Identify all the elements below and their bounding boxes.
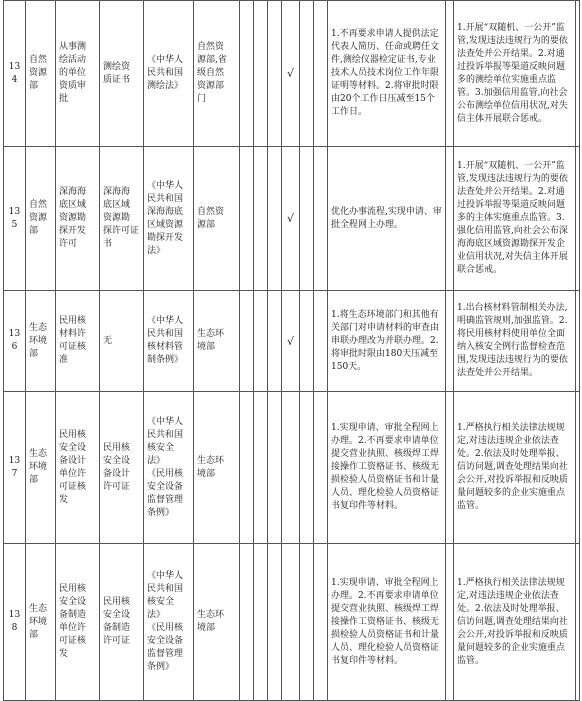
dept-text: 自然 资源 部	[29, 55, 48, 91]
no-text: 137	[8, 455, 21, 479]
blank-cell	[240, 1, 254, 147]
authority-text: 自然资 源部,省 级自然 资源部 门	[197, 42, 227, 104]
blank-cell	[300, 291, 314, 392]
no-text: 134	[8, 61, 21, 85]
blank-cell	[446, 147, 454, 291]
blank-cell	[240, 544, 254, 701]
item-number	[4, 544, 26, 701]
authority-text: 生态环 境部	[197, 455, 225, 479]
blank-cell	[268, 392, 282, 544]
approval-authority-cell	[194, 1, 240, 147]
blank-cell	[254, 291, 268, 392]
department-cell	[26, 392, 56, 544]
cert-text: 无	[103, 335, 113, 346]
certificate-cell	[100, 147, 144, 291]
blank-cell	[576, 544, 580, 701]
approval-authority-cell	[194, 147, 240, 291]
approval-authority-cell	[194, 392, 240, 544]
blank-cell	[576, 1, 580, 147]
no-text: 135	[8, 206, 21, 230]
approval-authority-cell	[194, 291, 240, 392]
supervision-text: 1.严格执行相关法律法规规定,对违法违规企业依法查处。2.依法及时处理举报、信访问题,调查处理结果向社会公开,对投诉举报和反映质量问题较多的企业实施重点监管。	[457, 577, 568, 666]
legal-basis-cell	[144, 147, 194, 291]
certificate-cell	[100, 291, 144, 392]
authority-text: 自然资 源部	[197, 206, 225, 230]
approval-item-cell	[56, 392, 100, 544]
blank-cell	[446, 1, 454, 147]
item-text: 从事测 绘活动 的单位 资质审 批	[59, 42, 87, 104]
check-text: √	[286, 212, 294, 225]
checkmark-cell	[282, 544, 300, 701]
reform-items-table	[3, 0, 580, 701]
check-text: √	[286, 67, 294, 80]
legal-basis-cell	[144, 392, 194, 544]
blank-cell	[576, 392, 580, 544]
item-number	[4, 291, 26, 392]
approval-item-cell	[56, 1, 100, 147]
supervision-text: 1.严格执行相关法律法规规定,对违法违规企业依法查处。2.依法及时处理举报、信访问题,调查处理结果向社会公开,对投诉举报和反映质量问题较多的企业实施重点监管。	[457, 423, 568, 511]
item-text: 深海海 底区域 资源勘 探开发 许可	[59, 187, 87, 249]
supervision-text: 1.开展“双随机、一公开”监管,发现违法违规行为的要依法查处并公开结果。2.对通过投诉举报等渠道反映问题多的主体实施重点监管。3.强化信用监管,向社会公布深海海底区域资源勘探开发企业信用状况,对失信主体开展联合惩戒。	[457, 161, 568, 275]
blank-cell	[314, 147, 328, 291]
supervision-text: 1.出台核材料管制相关办法,明确监管规则,加强监管。2.将民用核材料使用单位全面纳入核安全例行监督检查范围,发现违法违规行为的要依法查处并公开结果。	[457, 303, 568, 378]
basis-text: 《中华人 民共和国 深海海底 区域资源 勘探开发 法》	[147, 180, 184, 256]
dept-text: 自然 资源 部	[29, 200, 48, 236]
cert-text: 深海海 底区域 资源勘 探许可证书	[103, 187, 140, 249]
item-number	[4, 1, 26, 147]
certificate-cell	[100, 544, 144, 701]
approval-item-cell	[56, 544, 100, 701]
blank-cell	[300, 544, 314, 701]
basis-text: 《中华人 民共和国 测绘法》	[147, 55, 184, 91]
department-cell	[26, 544, 56, 701]
reform-text: 1.实现申请、审批全程网上办理。2.不再要求申请单位提交营业执照、核级焊工焊接操作工资格证书、核级无损检验人员资格证书和计量人员、理化检验人员资格证书复印件等材料。	[331, 577, 440, 666]
blank-cell	[240, 392, 254, 544]
supervision-measures-cell	[454, 291, 576, 392]
cert-text: 民用核 安全设 备制造 许可证	[103, 597, 131, 646]
approval-authority-cell	[194, 544, 240, 701]
reform-text: 优化办事流程,实现申请、审批全程网上办理。	[331, 206, 442, 230]
blank-cell	[240, 147, 254, 291]
blank-cell	[240, 291, 254, 392]
legal-basis-cell	[144, 544, 194, 701]
supervision-measures-cell	[454, 544, 576, 701]
dept-text: 生态 环境 部	[29, 603, 48, 640]
blank-cell	[314, 544, 328, 701]
blank-cell	[314, 1, 328, 147]
blank-cell	[300, 147, 314, 291]
approval-item-cell	[56, 147, 100, 291]
item-text: 民用核 安全设 备设计 单位许 可证核 发	[59, 429, 87, 505]
dept-text: 生态 环境 部	[29, 449, 48, 485]
blank-cell	[254, 544, 268, 701]
blank-cell	[268, 544, 282, 701]
item-number	[4, 147, 26, 291]
supervision-measures-cell	[454, 392, 576, 544]
approval-item-cell	[56, 291, 100, 392]
reform-measures-cell	[328, 544, 446, 701]
item-text: 民用核 材料许 可证核 准	[59, 316, 87, 365]
reform-measures-cell	[328, 291, 446, 392]
supervision-measures-cell	[454, 1, 576, 147]
blank-cell	[268, 291, 282, 392]
blank-cell	[314, 392, 328, 544]
authority-text: 生态环 境部	[197, 329, 225, 352]
table-row	[4, 544, 580, 701]
check-text: √	[286, 334, 294, 348]
blank-cell	[576, 147, 580, 291]
no-text: 138	[8, 610, 21, 633]
basis-text: 《中华人 民共和国 核安全 法》 《民用核 安全设备 监督管理 条例》	[147, 416, 184, 518]
table-row	[4, 392, 580, 544]
certificate-cell	[100, 392, 144, 544]
basis-text: 《中华人 民共和国 核安全 法》 《民用核 安全设备 监督管理 条例》	[147, 571, 184, 672]
blank-cell	[576, 291, 580, 392]
item-number	[4, 392, 26, 544]
no-text: 136	[8, 329, 21, 352]
supervision-measures-cell	[454, 147, 576, 291]
department-cell	[26, 1, 56, 147]
blank-cell	[268, 147, 282, 291]
department-cell	[26, 291, 56, 392]
reform-text: 1.将生态环境部门和其他有关部门对申请材料的审查由串联办理改为并联办理。2.将审批时限由180天压减至150天。	[331, 309, 440, 372]
reform-measures-cell	[328, 392, 446, 544]
blank-cell	[300, 392, 314, 544]
reform-text: 1.不再要求申请人提供法定代表人简历、任命或聘任文件,测绘仪器检定证书,专业技术人员技术岗位工作年限证明等材料。2.将审批时限由20个工作日压减至15个工作日。	[331, 29, 440, 117]
department-cell	[26, 147, 56, 291]
checkmark-cell	[282, 392, 300, 544]
blank-cell	[254, 147, 268, 291]
reform-measures-cell	[328, 147, 446, 291]
supervision-text: 1.开展“双随机、一公开”监管,发现违法违规行为的要依法查处并公开结果。2.对通过投诉举报等渠道反映问题多的测绘单位实施重点监管。3.加强信用监管,向社会公布测绘单位信用状况,对失信主体开展联合惩戒。	[457, 22, 568, 124]
blank-cell	[314, 291, 328, 392]
authority-text: 生态环 境部	[197, 610, 225, 633]
item-text: 民用核 安全设 备制造 单位许 可证核 发	[59, 584, 87, 659]
blank-cell	[446, 544, 454, 701]
blank-cell	[446, 291, 454, 392]
basis-text: 《中华人 民共和国 核材料管 制条例》	[147, 316, 184, 365]
checkmark-cell	[282, 1, 300, 147]
checkmark-cell	[282, 147, 300, 291]
blank-cell	[300, 1, 314, 147]
blank-cell	[446, 392, 454, 544]
reform-text: 1.实现申请、审批全程网上办理。2.不再要求申请单位提交营业执照、核级焊工焊接操作工资格证书、核级无损检验人员资格证书和计量人员、理化检验人员资格证书复印件等材料。	[331, 423, 440, 511]
table-row	[4, 1, 580, 147]
checkmark-cell	[282, 291, 300, 392]
table-row	[4, 291, 580, 392]
reform-measures-cell	[328, 1, 446, 147]
certificate-cell	[100, 1, 144, 147]
legal-basis-cell	[144, 1, 194, 147]
blank-cell	[254, 392, 268, 544]
cert-text: 测绘资 质证书	[103, 61, 131, 85]
legal-basis-cell	[144, 291, 194, 392]
table-row	[4, 147, 580, 291]
dept-text: 生态 环境 部	[29, 322, 48, 359]
cert-text: 民用核 安全设 备设计 许可证	[103, 442, 131, 492]
blank-cell	[268, 1, 282, 147]
blank-cell	[254, 1, 268, 147]
